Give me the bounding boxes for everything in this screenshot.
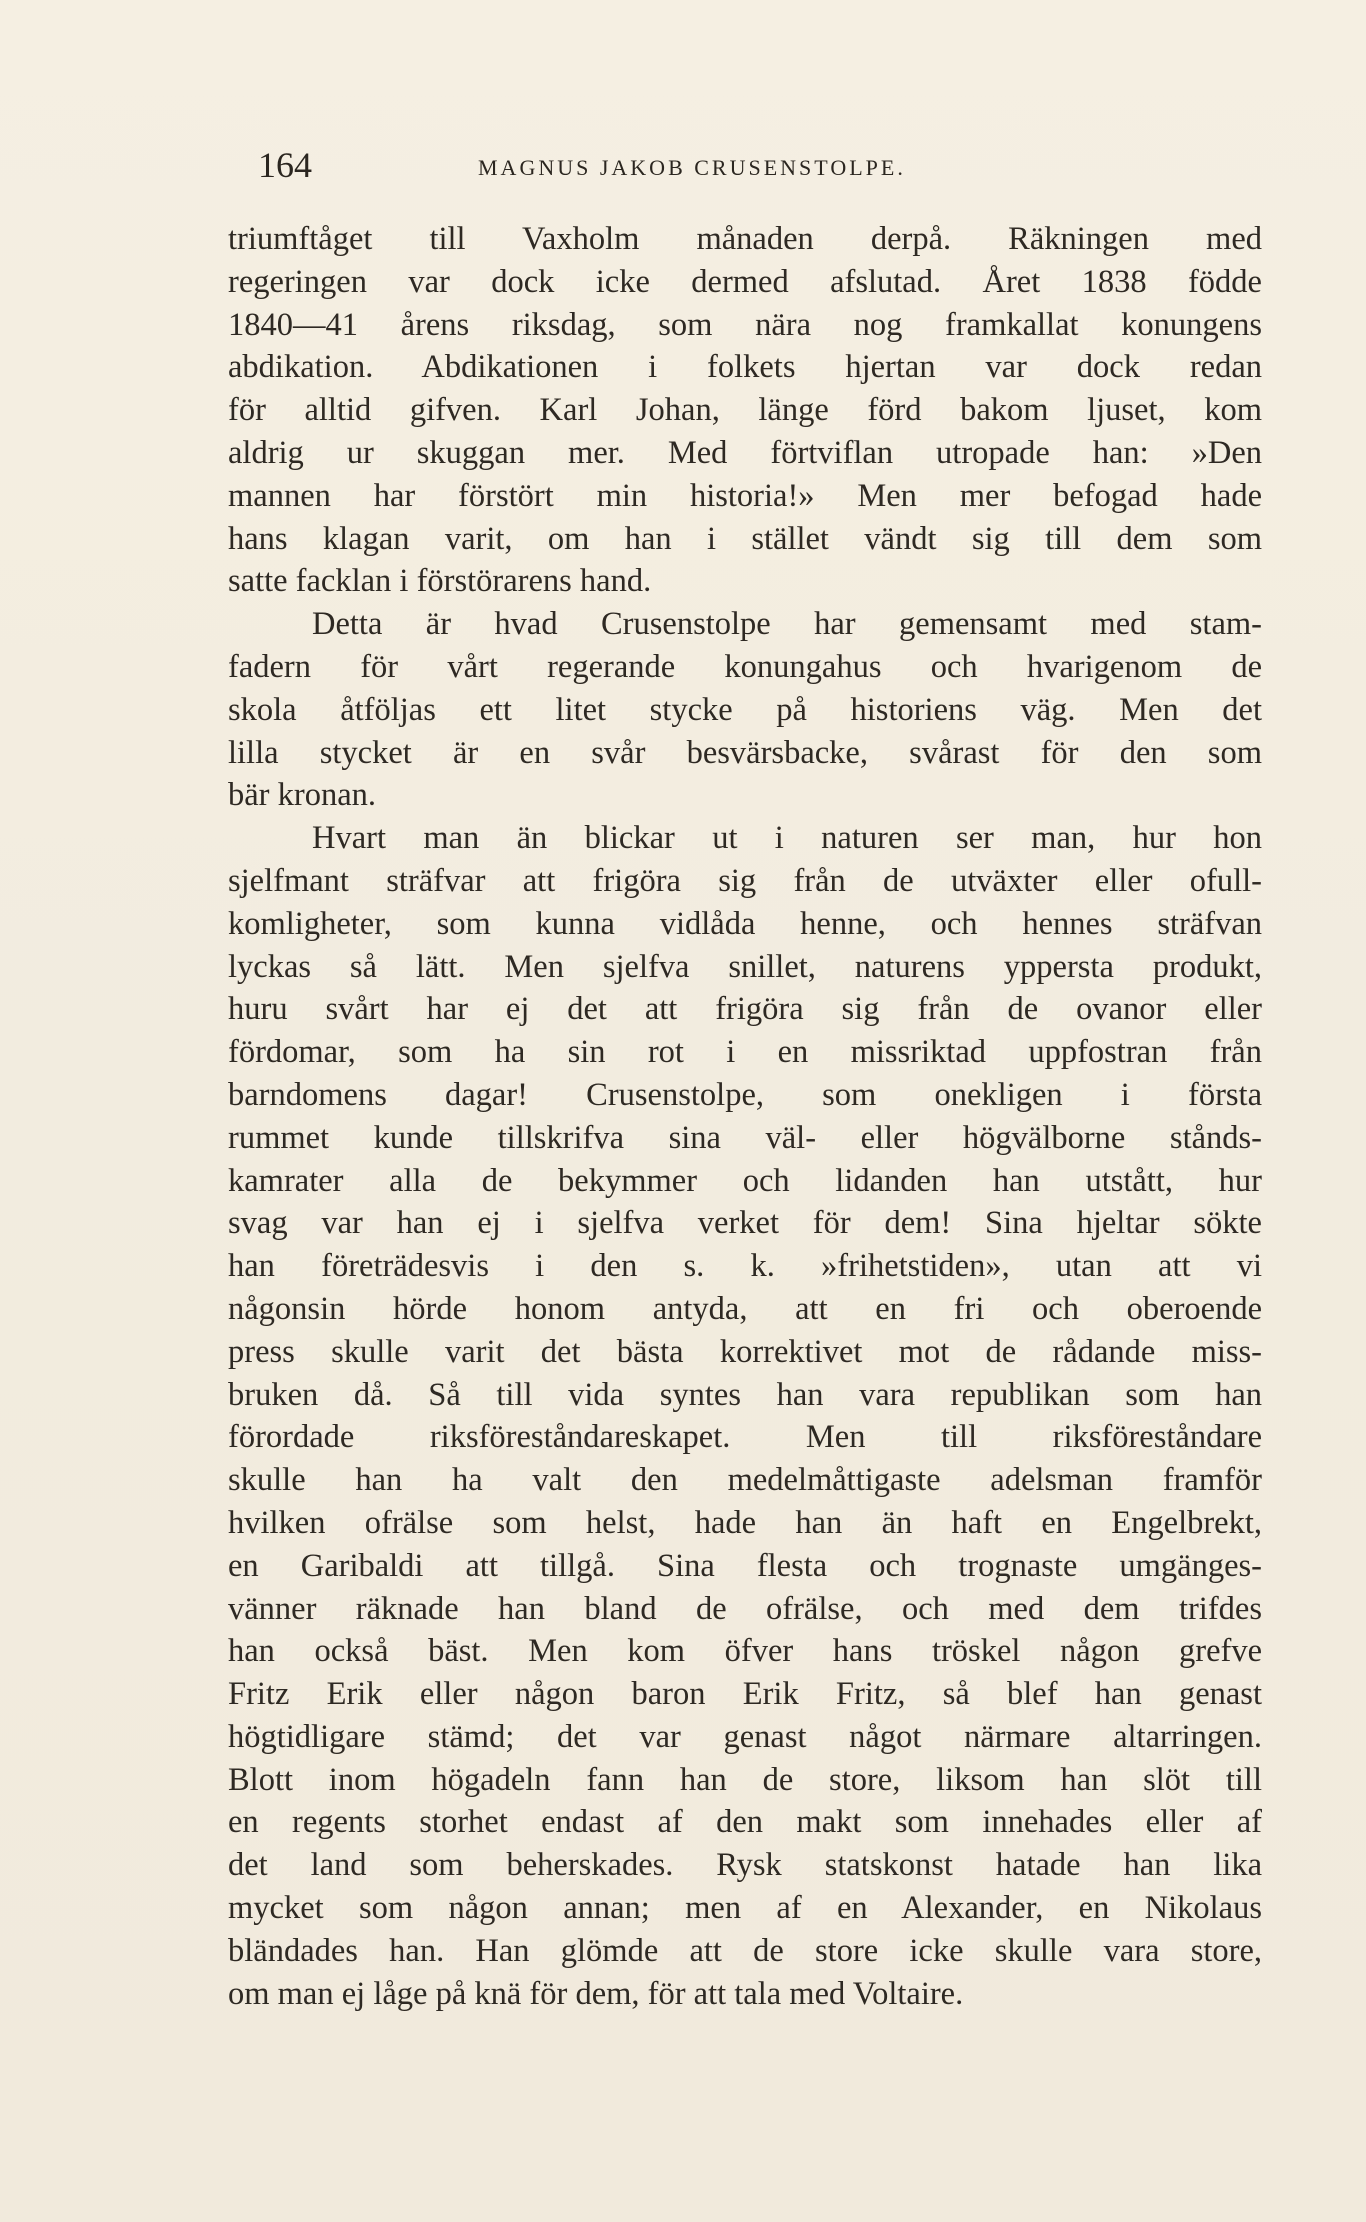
text-line: sjelfmant sträfvar att frigöra sig från de utväxter eller ofull- [228, 862, 1262, 899]
text-line: mannen har förstört min historia!» Men mer befogad hade [228, 477, 1262, 514]
page-header [228, 145, 1262, 195]
text-line: skulle han ha valt den medelmåttigaste adelsman framför [228, 1462, 1262, 1499]
text-line: svag var han ej i sjelfva verket för dem! Sina hjeltar sökte [228, 1205, 1262, 1242]
text-line: om man ej låge på knä för dem, för att tala med Voltaire. [228, 1975, 964, 2012]
text-line: lyckas så lätt. Men sjelfva snillet, naturens yppersta produkt, [228, 948, 1262, 985]
text-line: skola åtföljas ett litet stycke på historiens väg. Men det [228, 691, 1262, 728]
text-line: en regents storhet endast af den makt som innehades eller af [228, 1804, 1262, 1841]
text-line: satte facklan i förstörarens hand. [228, 563, 652, 600]
text-line: han också bäst. Men kom öfver hans tröskel någon grefve [228, 1633, 1262, 1670]
text-line: hans klagan varit, om han i stället vändt sig till dem som [228, 520, 1262, 557]
text-line: press skulle varit det bästa korrektivet mot de rådande miss- [228, 1333, 1262, 1370]
text-line: bär kronan. [228, 777, 376, 814]
text-line: det land som beherskades. Rysk statskonst hatade han lika [228, 1847, 1262, 1884]
text-line: lilla stycket är en svår besvärsbacke, svårast för den som [228, 734, 1262, 771]
text-line: Detta är hvad Crusenstolpe har gemensamt med stam- [312, 606, 1262, 643]
text-line: en Garibaldi att tillgå. Sina flesta och trognaste umgänges- [228, 1547, 1262, 1584]
text-line: mycket som någon annan; men af en Alexander, en Nikolaus [228, 1890, 1262, 1927]
text-line: vänner räknade han bland de ofrälse, och med dem trifdes [228, 1590, 1262, 1627]
text-line: bländades han. Han glömde att de store icke skulle vara store, [228, 1932, 1262, 1969]
text-line: triumftåget till Vaxholm månaden derpå. Räkningen med [228, 221, 1262, 257]
text-line: Blott inom högadeln fann han de store, liksom han slöt till [228, 1761, 1262, 1798]
text-line: kamrater alla de bekymmer och lidanden han utstått, hur [228, 1162, 1262, 1199]
text-line: fadern för vårt regerande konungahus och hvarigenom de [228, 648, 1262, 685]
text-line: rummet kunde tillskrifva sina väl- eller högvälborne stånds- [228, 1119, 1262, 1156]
text-line: huru svårt har ej det att frigöra sig från de ovanor eller [228, 991, 1262, 1028]
text-line: komligheter, som kunna vidlåda henne, och hennes sträfvan [228, 905, 1262, 942]
text-line: någonsin hörde honom antyda, att en fri och oberoende [228, 1290, 1262, 1327]
text-line: Fritz Erik eller någon baron Erik Fritz, så blef han genast [228, 1676, 1262, 1713]
text-line: förordade riksföreståndareskapet. Men till riksföreståndare [228, 1419, 1262, 1456]
text-line: Hvart man än blickar ut i naturen ser man, hur hon [312, 820, 1262, 857]
text-line: abdikation. Abdikationen i folkets hjertan var dock redan [228, 349, 1262, 386]
text-line: barndomens dagar! Crusenstolpe, som onekligen i första [228, 1076, 1262, 1113]
body-text [228, 218, 1262, 2015]
text-line: bruken då. Så till vida syntes han vara republikan som han [228, 1376, 1262, 1413]
text-line: aldrig ur skuggan mer. Med förtviflan utropade han: »Den [228, 434, 1262, 471]
text-line: regeringen var dock icke dermed afslutad. Året 1838 födde [228, 263, 1262, 300]
running-title: MAGNUS JAKOB CRUSENSTOLPE. [478, 155, 906, 180]
text-line: han företrädesvis i den s. k. »frihetstiden», utan att vi [228, 1248, 1262, 1285]
text-line: 1840—41 årens riksdag, som nära nog framkallat konungens [228, 306, 1262, 343]
page-number: 164 [258, 145, 312, 185]
text-line: för alltid gifven. Karl Johan, länge förd bakom ljuset, kom [228, 392, 1262, 429]
text-line: högtidligare stämd; det var genast något närmare altarringen. [228, 1718, 1262, 1755]
text-line: hvilken ofrälse som helst, hade han än haft en Engelbrekt, [228, 1504, 1262, 1541]
text-line: fördomar, som ha sin rot i en missriktad uppfostran från [228, 1034, 1262, 1071]
